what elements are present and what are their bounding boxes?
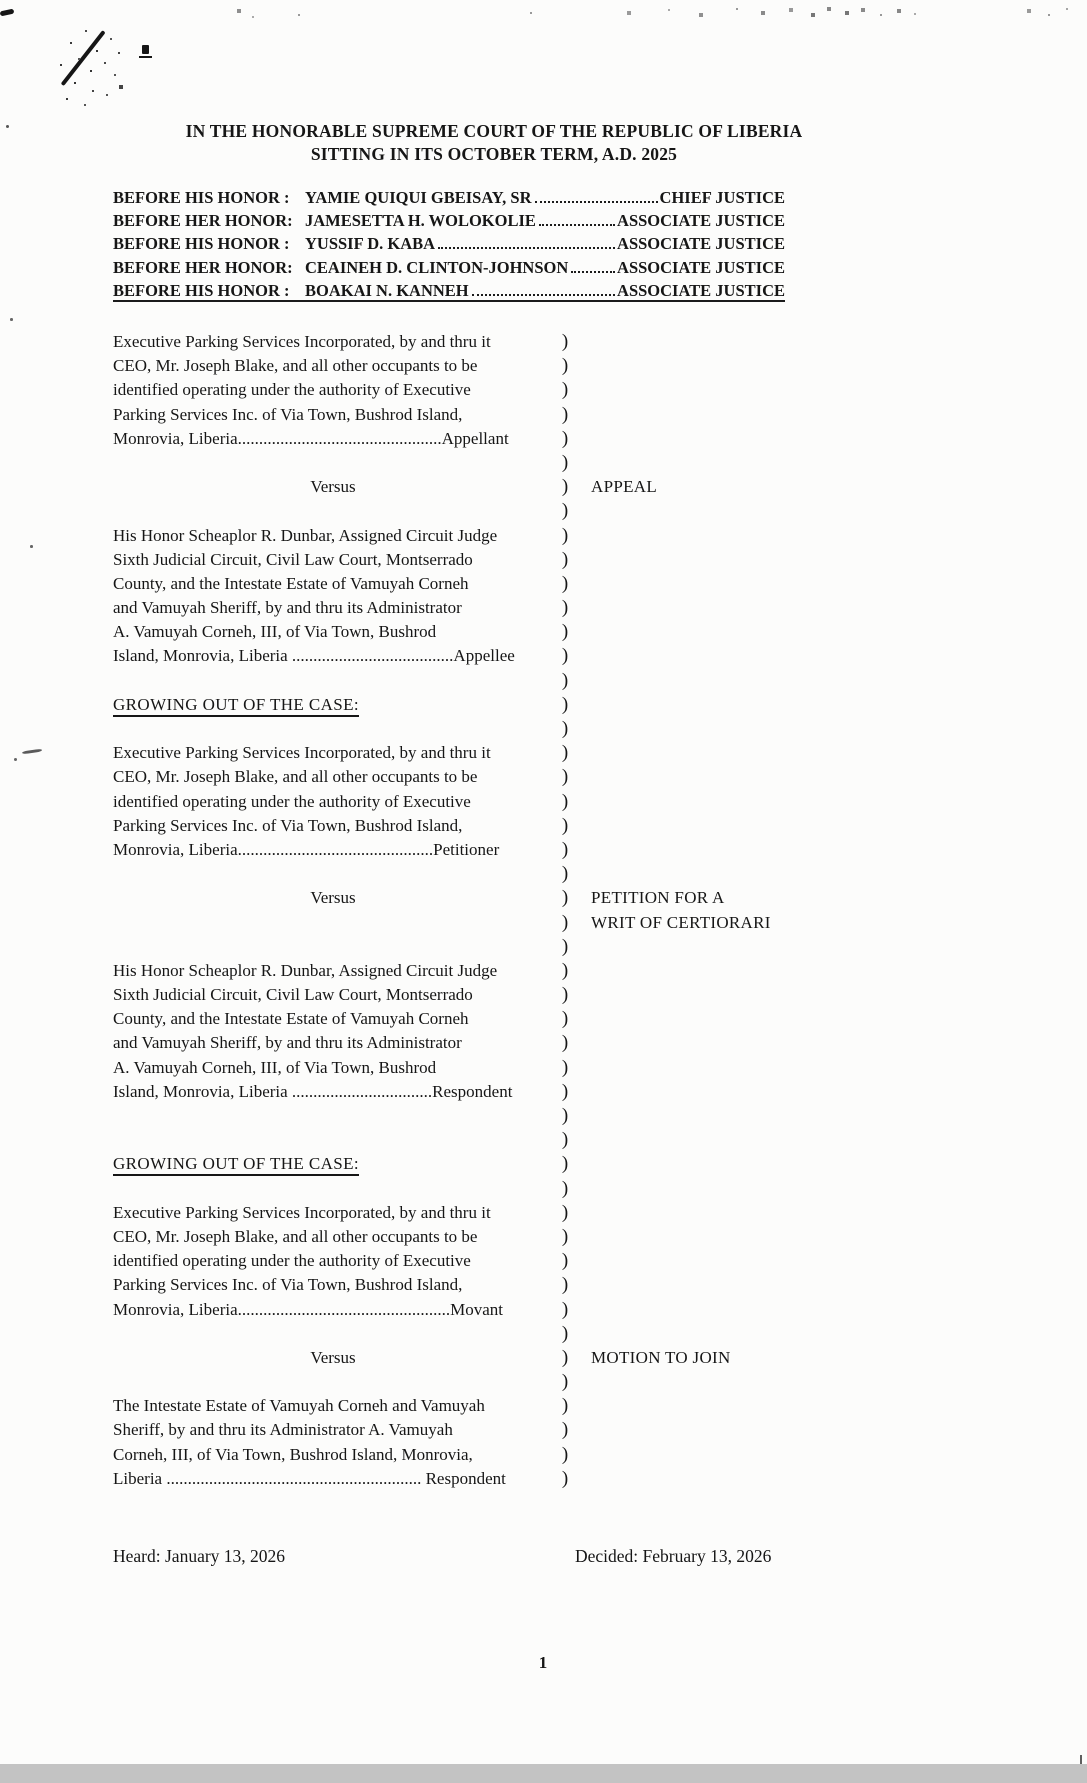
case-type-label (577, 596, 1033, 620)
spacer-row (113, 1104, 1033, 1128)
paren-mark: ) (561, 1322, 569, 1344)
justice-name: JAMESETTA H. WOLOKOLIE (305, 211, 536, 231)
honor-prefix: BEFORE HER HONOR: (113, 257, 293, 277)
versus-text: Versus (310, 477, 356, 497)
spacer-row (113, 499, 1033, 523)
honor-prefix: BEFORE HER HONOR: (113, 211, 293, 231)
caption-line-row (113, 838, 1033, 862)
spacer-row (113, 935, 1033, 959)
caption-line-row (113, 378, 1033, 402)
dot-leader (472, 294, 615, 296)
case-type-label (577, 330, 1033, 354)
case-type-label (577, 427, 1033, 451)
paren-mark: ) (561, 1177, 569, 1199)
case-type-label (577, 959, 1033, 983)
case-type-label: APPEAL (591, 477, 658, 497)
paren-mark: ) (561, 548, 569, 570)
decided-date: Decided: February 13, 2026 (575, 1546, 772, 1566)
paren-mark: ) (561, 887, 569, 909)
case-type-label (577, 1443, 1033, 1467)
case-type-label: WRIT OF CERTIORARI (591, 912, 771, 932)
scan-artifact-pen-stroke (61, 30, 106, 86)
growing-heading-row (113, 1152, 1033, 1176)
caption-text: Monrovia, Liberia..............................................Petitioner (113, 839, 500, 859)
paren-mark: ) (561, 863, 569, 885)
scan-artifact-squiggle (22, 749, 42, 754)
caption-text (113, 1104, 553, 1128)
caption-text: Monrovia, Liberia..................................................Movant (113, 1299, 504, 1319)
paren-mark: ) (561, 1105, 569, 1126)
paren-mark: ) (561, 572, 569, 594)
caption-line-row (113, 620, 1033, 644)
versus-row (113, 886, 1033, 910)
growing-heading: GROWING OUT OF THE CASE: (113, 693, 553, 717)
caption-line-row (113, 1249, 1033, 1273)
paren-mark: ) (561, 669, 569, 691)
bench-row (113, 279, 785, 302)
paren-mark: ) (561, 331, 569, 352)
scan-artifact-dot (14, 758, 17, 761)
caption-text: Monrovia, Liberia................................................Appellant (113, 428, 509, 448)
growing-heading-row (113, 693, 1033, 717)
case-type-label (577, 1370, 1033, 1394)
caption-line-row (113, 548, 1033, 572)
scan-artifact-glyph-underline (139, 56, 152, 58)
caption-text: and Vamuyah Sheriff, by and thru its Administrator (113, 1033, 462, 1053)
case-type-label (577, 620, 1033, 644)
dot-leader (539, 224, 615, 226)
paren-mark: ) (561, 524, 569, 546)
caption-line-row (113, 644, 1033, 668)
caption-line-row (113, 1007, 1033, 1031)
caption-text: The Intestate Estate of Vamuyah Corneh and Vamuyah (113, 1396, 485, 1416)
bench-row (113, 232, 785, 255)
paren-mark: ) (561, 911, 569, 933)
caption-line-row (113, 1225, 1033, 1249)
case-type-label (577, 814, 1033, 838)
caption-line-row (113, 1298, 1033, 1322)
caption-line-row (113, 1443, 1033, 1467)
caption-text: Executive Parking Services Incorporated, by and thru it (113, 743, 491, 763)
honor-prefix: BEFORE HIS HONOR : (113, 280, 290, 300)
caption-line-row (113, 572, 1033, 596)
paren-mark: ) (561, 959, 569, 981)
case-type-label (577, 1394, 1033, 1418)
case-type-label (577, 1177, 1033, 1201)
case-captions (113, 330, 1033, 1491)
versus-row (113, 1346, 1033, 1370)
caption-text (113, 1177, 553, 1201)
paren-mark: ) (561, 1443, 569, 1465)
versus-text: Versus (310, 1347, 356, 1367)
case-type-label (577, 1031, 1033, 1055)
caption-text: Island, Monrovia, Liberia ......................................Appellee (113, 646, 515, 666)
caption-text (113, 1370, 553, 1394)
case-type-label (577, 1467, 1033, 1491)
paren-mark: ) (561, 1298, 569, 1320)
caption-line-row (113, 427, 1033, 451)
caption-line-row (113, 1467, 1033, 1491)
case-type-label (577, 1322, 1033, 1346)
paren-mark: ) (561, 1250, 569, 1272)
caption-line-row (113, 959, 1033, 983)
case-type-label (577, 669, 1033, 693)
court-header (113, 120, 875, 166)
caption-text: Executive Parking Services Incorporated, by and thru it (113, 1202, 491, 1222)
case-type-label (577, 1080, 1033, 1104)
case-type-label (577, 1128, 1033, 1152)
caption-line-row (113, 1056, 1033, 1080)
paren-mark: ) (561, 1080, 569, 1102)
caption-text (113, 1322, 553, 1346)
case-type-label (577, 765, 1033, 789)
scanner-edge-bar (0, 1764, 1087, 1783)
spacer-row (113, 669, 1033, 693)
paren-mark: ) (561, 766, 569, 788)
case-type-label (577, 524, 1033, 548)
caption-text: His Honor Scheaplor R. Dunbar, Assigned Circuit Judge (113, 525, 498, 545)
case-type-label (577, 983, 1033, 1007)
caption-line-row (113, 1031, 1033, 1055)
justice-title: CHIEF JUSTICE (659, 188, 785, 207)
paren-mark: ) (561, 597, 569, 619)
case-type-label (577, 741, 1033, 765)
caption-text: and Vamuyah Sheriff, by and thru its Administrator (113, 598, 462, 618)
paren-mark: ) (561, 1008, 569, 1030)
paren-mark: ) (561, 476, 569, 498)
caption-text: Liberia ............................................................ Respondent (113, 1468, 506, 1488)
spacer-row (113, 1128, 1033, 1152)
caption-text: Executive Parking Services Incorporated, by and thru it (113, 332, 491, 351)
paren-mark: ) (561, 645, 569, 667)
caption-text (113, 669, 553, 693)
honor-prefix: BEFORE HIS HONOR : (113, 234, 290, 254)
case-type-label (577, 1298, 1033, 1322)
case-type-label (577, 1056, 1033, 1080)
case-type-label (577, 499, 1033, 523)
paren-mark: ) (561, 1032, 569, 1054)
versus-row (113, 475, 1033, 499)
justice-name: BOAKAI N. KANNEH (305, 280, 469, 300)
caption-line-row (113, 403, 1033, 427)
caption-text (113, 451, 553, 475)
caption-line-row (113, 1080, 1033, 1104)
caption-line-row (113, 354, 1033, 378)
justice-title: ASSOCIATE JUSTICE (617, 280, 785, 300)
spacer-row (113, 1370, 1033, 1394)
case-type-label (577, 838, 1033, 862)
paren-mark: ) (561, 984, 569, 1006)
caption-text: CEO, Mr. Joseph Blake, and all other occupants to be (113, 356, 478, 376)
caption-line-row (113, 814, 1033, 838)
scan-artifact-top-noise (0, 0, 2, 2)
justice-name: YAMIE QUIQUI GBEISAY, SR (305, 188, 532, 207)
spacer-row (113, 1322, 1033, 1346)
caption-line-row (113, 983, 1033, 1007)
paren-mark: ) (561, 1225, 569, 1247)
case-type-label (577, 403, 1033, 427)
caption-text: Sixth Judicial Circuit, Civil Law Court, Montserrado (113, 985, 473, 1005)
dot-leader (535, 201, 658, 203)
spacer-row (113, 911, 1033, 935)
paren-mark: ) (561, 1371, 569, 1393)
heard-date: Heard: January 13, 2026 (113, 1546, 286, 1566)
paren-mark: ) (561, 1153, 569, 1175)
spacer-row (113, 717, 1033, 741)
case-type-label (577, 378, 1033, 402)
caption-line-row (113, 790, 1033, 814)
caption-text: County, and the Intestate Estate of Vamuyah Corneh (113, 1009, 469, 1029)
case-type-label (577, 1225, 1033, 1249)
versus-text: Versus (310, 888, 356, 908)
scan-artifact-corner-tick (0, 9, 14, 17)
caption-line-row (113, 524, 1033, 548)
bench-row (113, 256, 785, 279)
caption-text (113, 717, 553, 741)
paren-mark: ) (561, 403, 569, 425)
caption-text: Parking Services Inc. of Via Town, Bushrod Island, (113, 815, 463, 835)
case-type-label (577, 1249, 1033, 1273)
caption-text: identified operating under the authority of Executive (113, 380, 471, 400)
scan-artifact-glyph (142, 45, 149, 54)
paren-mark: ) (561, 838, 569, 860)
paren-mark: ) (561, 500, 569, 522)
case-type-label (577, 644, 1033, 668)
court-term: SITTING IN ITS OCTOBER TERM, A.D. 2025 (310, 144, 678, 164)
paren-mark: ) (561, 355, 569, 377)
case-type-label (577, 1201, 1033, 1225)
caption-text (113, 1128, 553, 1152)
bench-row (113, 209, 785, 232)
caption-text (113, 862, 553, 886)
caption-text: identified operating under the authority of Executive (113, 791, 471, 811)
case-type-label (577, 548, 1033, 572)
caption-text (113, 935, 553, 959)
caption-text: A. Vamuyah Corneh, III, of Via Town, Bushrod (113, 622, 437, 642)
paren-mark: ) (561, 790, 569, 812)
case-type-label (577, 862, 1033, 886)
page-number: 1 (538, 1653, 548, 1672)
justice-name: CEAINEH D. CLINTON-JOHNSON (305, 257, 569, 277)
court-title: IN THE HONORABLE SUPREME COURT OF THE REPUBLIC OF LIBERIA (185, 121, 803, 141)
bench-row (113, 186, 785, 209)
caption-line-row (113, 765, 1033, 789)
case-type-label (577, 1418, 1033, 1442)
spacer-row (113, 451, 1033, 475)
paren-mark: ) (561, 1274, 569, 1296)
paren-mark: ) (561, 451, 569, 473)
paren-mark: ) (561, 1419, 569, 1441)
case-type-label (577, 790, 1033, 814)
caption-line-row (113, 1418, 1033, 1442)
case-type-label (577, 935, 1033, 959)
caption-text: A. Vamuyah Corneh, III, of Via Town, Bushrod (113, 1057, 437, 1077)
caption-text: Sheriff, by and thru its Administrator A. Vamuyah (113, 1420, 453, 1440)
caption-line-row (113, 330, 1033, 354)
paren-mark: ) (561, 1395, 569, 1417)
case-type-label (577, 354, 1033, 378)
paren-mark: ) (561, 1201, 569, 1223)
caption-text: Parking Services Inc. of Via Town, Bushrod Island, (113, 1275, 463, 1295)
justice-title: ASSOCIATE JUSTICE (617, 234, 785, 254)
paren-mark: ) (561, 718, 569, 739)
scan-artifact-dot (10, 318, 13, 321)
case-type-label: PETITION FOR A (591, 888, 725, 908)
case-type-label (577, 1152, 1033, 1176)
caption-text (113, 911, 553, 935)
spacer-row (113, 862, 1033, 886)
paren-mark: ) (561, 1056, 569, 1078)
scan-artifact-dot (30, 545, 33, 548)
spacer-row (113, 1177, 1033, 1201)
paren-mark: ) (561, 693, 569, 715)
caption-text: County, and the Intestate Estate of Vamuyah Corneh (113, 573, 469, 593)
case-type-label (577, 1273, 1033, 1297)
paren-mark: ) (561, 814, 569, 836)
caption-line-row (113, 1394, 1033, 1418)
case-type-label (577, 1104, 1033, 1128)
caption-text: Parking Services Inc. of Via Town, Bushrod Island, (113, 404, 463, 424)
caption-line-row (113, 1201, 1033, 1225)
footer-dates (113, 1546, 873, 1567)
case-type-label (577, 451, 1033, 475)
bench-list (113, 186, 785, 302)
case-type-label: MOTION TO JOIN (591, 1347, 731, 1367)
growing-heading: GROWING OUT OF THE CASE: (113, 1152, 553, 1176)
paren-mark: ) (561, 379, 569, 401)
caption-text: Corneh, III, of Via Town, Bushrod Island, Monrovia, (113, 1444, 473, 1464)
case-type-label (577, 717, 1033, 741)
justice-title: ASSOCIATE JUSTICE (617, 211, 785, 231)
caption-text: Island, Monrovia, Liberia .................................Respondent (113, 1081, 513, 1101)
caption-line-row (113, 1273, 1033, 1297)
paren-mark: ) (561, 742, 569, 764)
justice-name: YUSSIF D. KABA (305, 234, 436, 254)
dot-leader (438, 247, 615, 249)
paren-mark: ) (561, 1129, 569, 1151)
caption-line-row (113, 741, 1033, 765)
case-type-label (577, 1007, 1033, 1031)
caption-text: Sixth Judicial Circuit, Civil Law Court, Montserrado (113, 549, 473, 569)
caption-line-row (113, 596, 1033, 620)
scan-artifact-dot (6, 125, 9, 128)
paren-mark: ) (561, 427, 569, 449)
justice-title: ASSOCIATE JUSTICE (617, 257, 785, 277)
caption-text: His Honor Scheaplor R. Dunbar, Assigned Circuit Judge (113, 960, 498, 980)
caption-text: CEO, Mr. Joseph Blake, and all other occupants to be (113, 1226, 478, 1246)
honor-prefix: BEFORE HIS HONOR : (113, 188, 290, 207)
paren-mark: ) (561, 1346, 569, 1368)
paren-mark: ) (561, 1467, 569, 1489)
dot-leader (571, 271, 615, 273)
paren-mark: ) (561, 935, 569, 957)
case-type-label (577, 693, 1033, 717)
caption-text (113, 499, 553, 523)
caption-text: CEO, Mr. Joseph Blake, and all other occupants to be (113, 767, 478, 787)
case-type-label (577, 572, 1033, 596)
caption-text: identified operating under the authority of Executive (113, 1251, 471, 1271)
paren-mark: ) (561, 621, 569, 643)
